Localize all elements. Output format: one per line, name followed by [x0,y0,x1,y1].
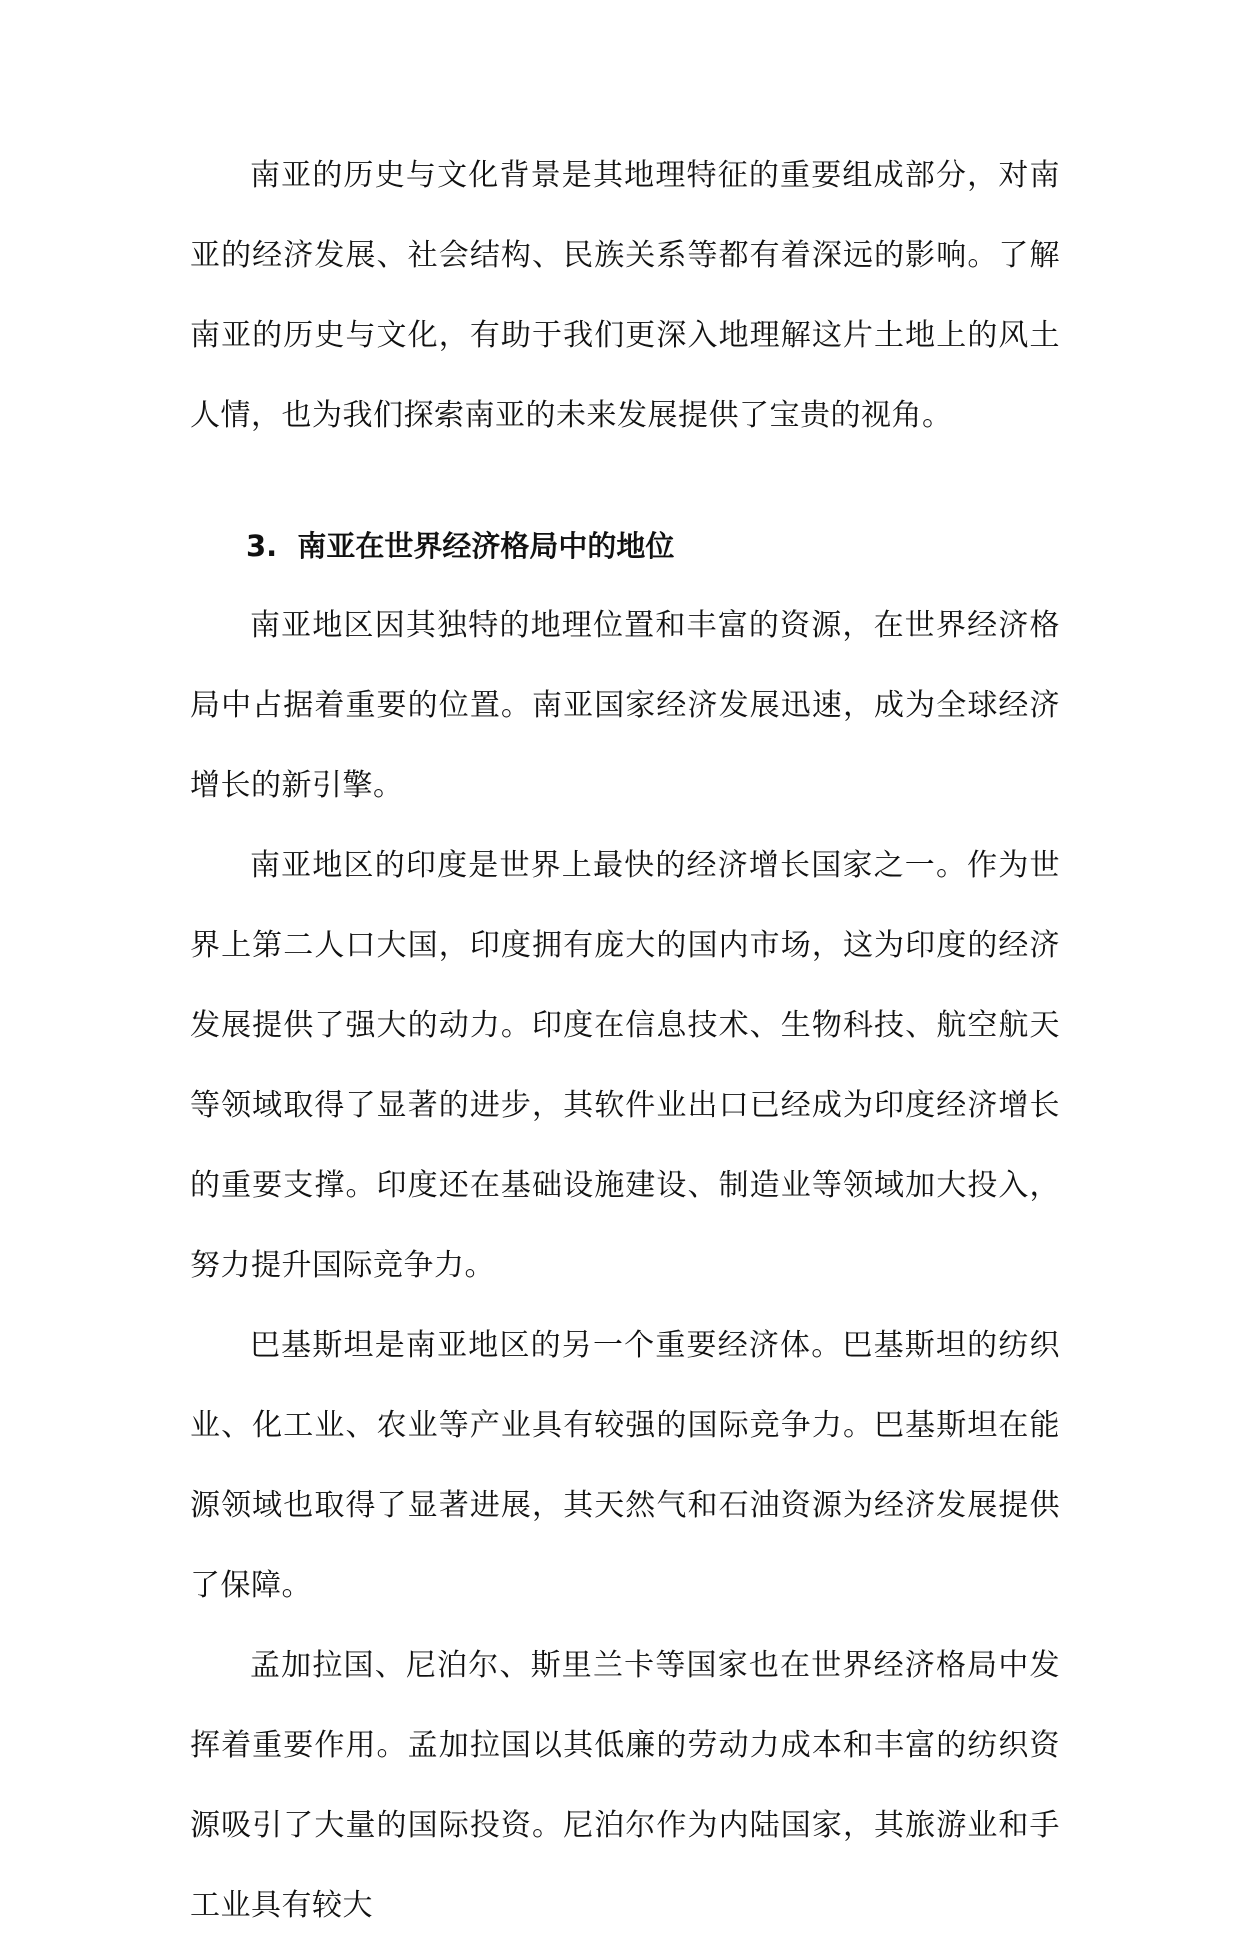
section-number: 3. [246,529,278,563]
document-page [190,136,1060,1946]
body-paragraph-4: 孟加拉国、尼泊尔、斯里兰卡等国家也在世界经济格局中发挥着重要作用。孟加拉国以其低廉的劳动力成本和丰富的纺织资源吸引了大量的国际投资。尼泊尔作为内陆国家，其旅游业和手工业具有较大 [190,1648,1060,1923]
section-spacer [190,456,1060,506]
intro-paragraph: 南亚的历史与文化背景是其地理特征的重要组成部分，对南亚的经济发展、社会结构、民族关系等都有着深远的影响。了解南亚的历史与文化，有助于我们更深入地理解这片土地上的风土人情，也为我们探索南亚的未来发展提供了宝贵的视角。 [190,158,1060,433]
body-paragraph-3: 巴基斯坦是南亚地区的另一个重要经济体。巴基斯坦的纺织业、化工业、农业等产业具有较强的国际竞争力。巴基斯坦在能源领域也取得了显著进展，其天然气和石油资源为经济发展提供了保障。 [190,1328,1060,1603]
body-paragraph-2: 南亚地区的印度是世界上最快的经济增长国家之一。作为世界上第二人口大国，印度拥有庞大的国内市场，这为印度的经济发展提供了强大的动力。印度在信息技术、生物科技、航空航天等领域取得了显著的进步，其软件业出口已经成为印度经济增长的重要支撑。印度还在基础设施建设、制造业等领域加大投入，努力提升国际竞争力。 [190,848,1060,1283]
section-heading [190,506,1060,586]
body-paragraph-1: 南亚地区因其独特的地理位置和丰富的资源，在世界经济格局中占据着重要的位置。南亚国家经济发展迅速，成为全球经济增长的新引擎。 [190,608,1060,803]
section-title: 南亚在世界经济格局中的地位 [297,529,675,563]
